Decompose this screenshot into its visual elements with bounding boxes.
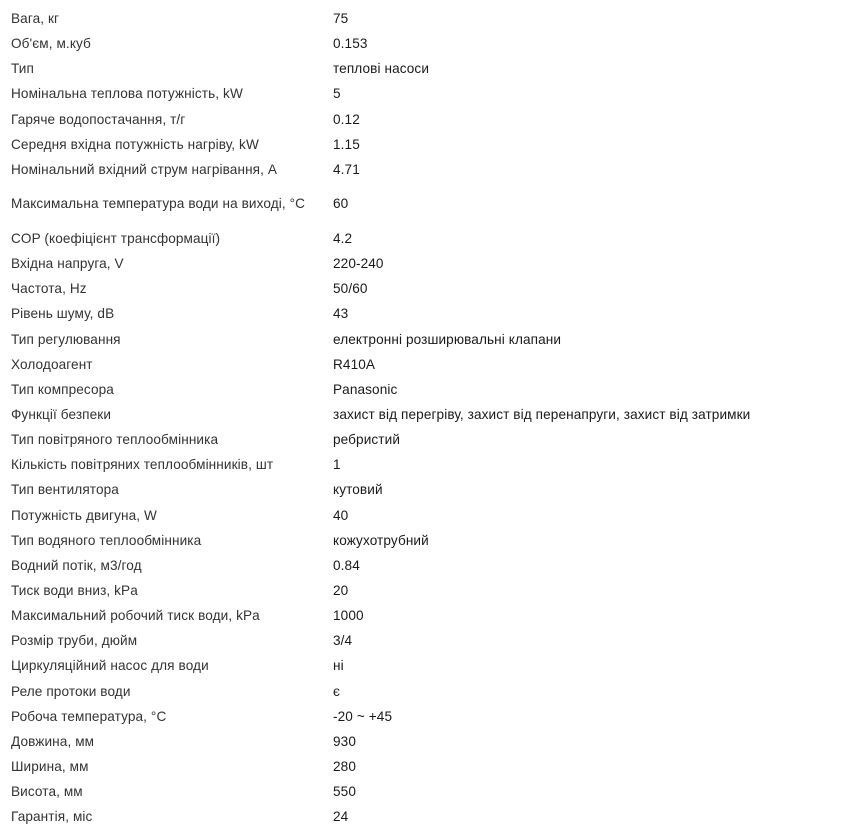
spec-row-air-exchanger-count [0, 452, 860, 477]
spec-label: Водний потік, м3/год [11, 557, 142, 573]
spec-value: 60 [333, 196, 349, 212]
spec-row-fan-type [0, 477, 860, 502]
spec-row-water-pressure-drop [0, 578, 860, 603]
spec-row-operating-temp [0, 704, 860, 729]
spec-value: 220-240 [333, 256, 384, 272]
spec-value: захист від перегріву, захист від перенапруги, захист від затримки [333, 407, 751, 423]
spec-label: Частота, Hz [11, 281, 87, 297]
spec-row-avg-input-power [0, 132, 860, 157]
spec-label: Висота, мм [11, 784, 83, 800]
spec-row-type [0, 56, 860, 81]
spec-label: Вхідна напруга, V [11, 256, 124, 272]
spec-label: Тиск води вниз, kPa [11, 583, 138, 599]
spec-label: Робоча температура, °С [11, 708, 167, 724]
spec-value: ні [333, 658, 344, 674]
spec-row-flow-relay [0, 679, 860, 704]
spec-label: Максимальна температура води на виході, °С [11, 196, 306, 212]
spec-label: Тип компресора [11, 381, 114, 397]
spec-row-water-flow [0, 553, 860, 578]
spec-label: Потужність двигуна, W [11, 507, 157, 523]
spec-row-water-exchanger-type [0, 528, 860, 553]
spec-value: електронні розширювальні клапани [333, 331, 562, 347]
spec-value: 20 [333, 583, 349, 599]
spec-value: 4.2 [333, 231, 353, 247]
spec-label: COP (коефіцієнт трансформації) [11, 231, 221, 247]
spec-row-nominal-heat-power [0, 81, 860, 106]
spec-value: 280 [333, 759, 356, 774]
spec-value: теплові насоси [333, 61, 430, 77]
spec-row-warranty [0, 804, 860, 829]
spec-value: 0.12 [333, 111, 360, 127]
spec-value: ребристий [333, 432, 401, 448]
spec-value: 40 [333, 507, 349, 523]
spec-value: є [333, 683, 341, 699]
spec-value: 1 [333, 457, 341, 473]
spec-label: Гаряче водопостачання, т/г [11, 111, 186, 127]
spec-label: Реле протоки води [11, 683, 131, 699]
spec-row-frequency [0, 276, 860, 301]
spec-value: 4.71 [333, 161, 360, 177]
spec-value: 930 [333, 733, 356, 749]
spec-value: 0.153 [333, 36, 368, 52]
spec-label: Циркуляційний насос для води [11, 658, 209, 674]
spec-row-length [0, 729, 860, 754]
spec-label: Кількість повітряних теплообмінників, шт [11, 457, 274, 473]
spec-label: Номінальна теплова потужність, kW [11, 86, 243, 102]
spec-row-refrigerant [0, 352, 860, 377]
spec-label: Холодоагент [11, 356, 93, 372]
spec-value: 43 [333, 306, 349, 322]
spec-label: Ширина, мм [11, 759, 89, 774]
spec-value: 24 [333, 809, 349, 825]
spec-value: 0.84 [333, 557, 360, 573]
spec-value: 3/4 [333, 633, 353, 649]
spec-label: Тип регулювання [11, 331, 121, 347]
spec-value: кутовий [333, 482, 383, 498]
spec-label: Тип водяного теплообмінника [11, 532, 202, 548]
spec-row-max-water-pressure [0, 603, 860, 628]
spec-label: Тип повітряного теплообмінника [11, 432, 219, 448]
spec-label: Тип вентилятора [11, 482, 119, 498]
spec-value: кожухотрубний [333, 532, 429, 548]
spec-row-regulation-type [0, 327, 860, 352]
spec-value: Panasonic [333, 381, 398, 397]
spec-label: Тип [11, 61, 34, 77]
spec-label: Розмір труби, дюйм [11, 633, 138, 649]
spec-label: Функції безпеки [11, 407, 112, 423]
spec-label: Гарантія, міс [11, 809, 93, 825]
spec-label: Номінальний вхідний струм нагрівання, А [11, 161, 278, 177]
spec-value: 1.15 [333, 136, 360, 152]
spec-row-motor-power [0, 503, 860, 528]
spec-row-circulation-pump [0, 653, 860, 678]
spec-row-width [0, 754, 860, 779]
spec-value: 550 [333, 784, 356, 800]
spec-row-compressor-type [0, 377, 860, 402]
spec-row-cop [0, 226, 860, 251]
spec-row-hot-water-supply [0, 107, 860, 132]
spec-value: 5 [333, 86, 341, 102]
spec-row-noise-level [0, 301, 860, 326]
spec-row-pipe-size [0, 628, 860, 653]
spec-value: 75 [333, 11, 349, 27]
spec-label: Рівень шуму, dB [11, 306, 115, 322]
spec-label: Довжина, мм [11, 733, 95, 749]
spec-row-nominal-input-current [0, 157, 860, 182]
spec-value: R410A [333, 356, 376, 372]
spec-row-weight [0, 6, 860, 31]
spec-row-height [0, 779, 860, 804]
spec-row-air-exchanger-type [0, 427, 860, 452]
spec-value: 1000 [333, 608, 364, 624]
spec-label: Максимальний робочий тиск води, kPa [11, 608, 260, 624]
spec-label: Вага, кг [11, 11, 60, 27]
spec-value: -20 ~ +45 [333, 708, 393, 724]
spec-value: 50/60 [333, 281, 368, 297]
spec-label: Середня вхідна потужність нагріву, kW [11, 136, 259, 152]
spec-row-input-voltage [0, 251, 860, 276]
spec-row-volume [0, 31, 860, 56]
spec-row-max-water-temp [0, 182, 860, 226]
spec-label: Об'єм, м.куб [11, 36, 91, 52]
spec-row-safety-functions [0, 402, 860, 427]
